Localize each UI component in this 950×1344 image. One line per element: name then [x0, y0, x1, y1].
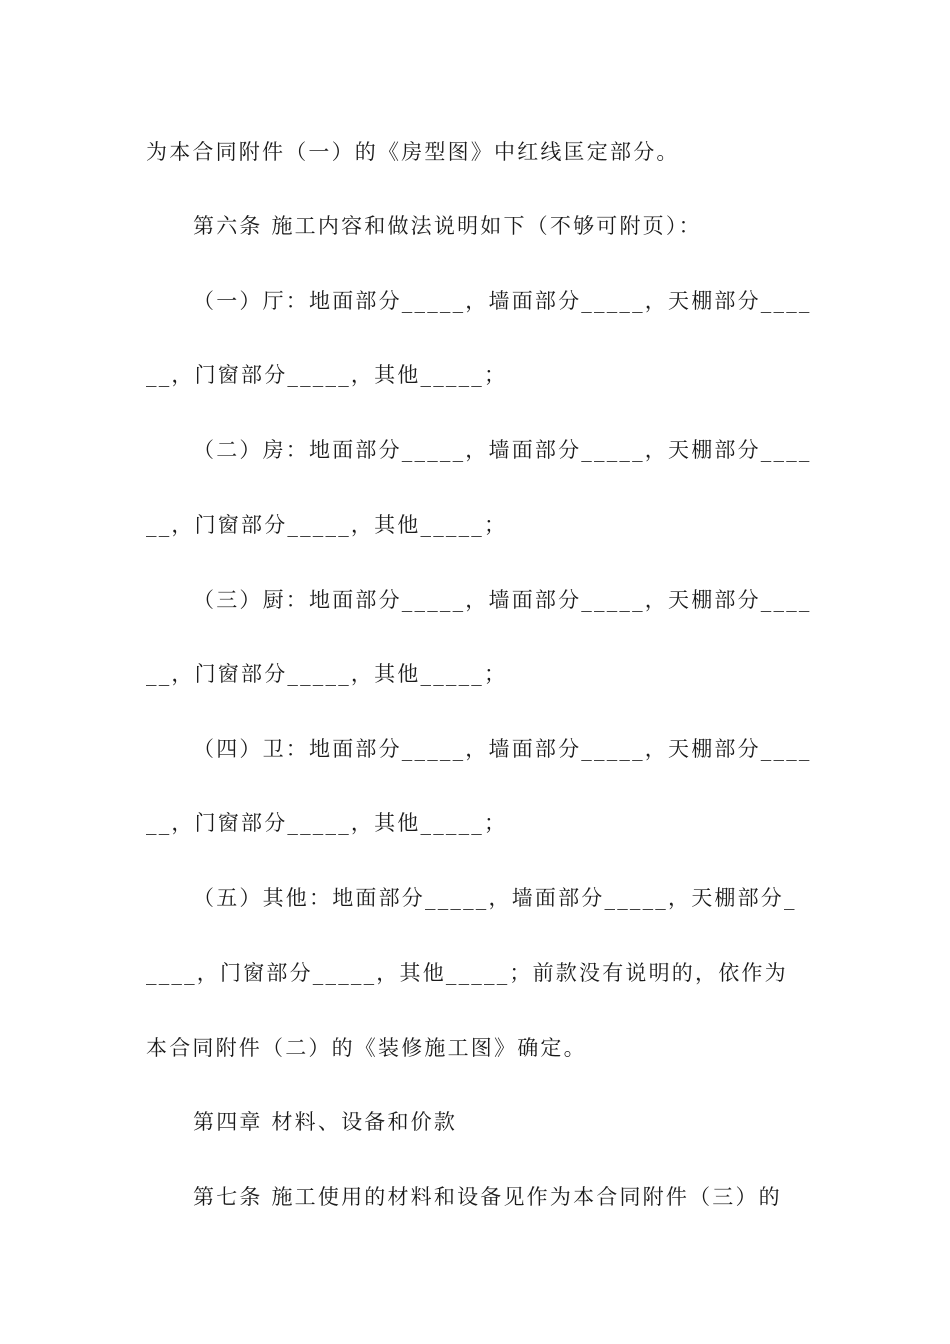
item-room-continuation: __，门窗部分_____，其他_____；: [146, 513, 508, 537]
article-6-heading: 第六条 施工内容和做法说明如下（不够可附页）：: [193, 214, 702, 238]
item-bathroom-continuation: __，门窗部分_____，其他_____；: [146, 811, 508, 835]
item-other-continuation: ____，门窗部分_____，其他_____；前款没有说明的，依作为: [146, 961, 788, 985]
item-bathroom-line: （四）卫：地面部分_____，墙面部分_____，天棚部分____: [193, 737, 812, 761]
item-hall-line: （一）厅：地面部分_____，墙面部分_____，天棚部分____: [193, 289, 812, 313]
item-other-line: （五）其他：地面部分_____，墙面部分_____，天棚部分_: [193, 886, 797, 910]
item-kitchen-line: （三）厨：地面部分_____，墙面部分_____，天棚部分____: [193, 588, 812, 612]
paragraph-line: 本合同附件（二）的《装修施工图》确定。: [146, 1036, 587, 1060]
paragraph-line: 为本合同附件（一）的《房型图》中红线匡定部分。: [146, 140, 680, 164]
item-hall-continuation: __，门窗部分_____，其他_____；: [146, 363, 508, 387]
article-7-line: 第七条 施工使用的材料和设备见作为本合同附件（三）的: [193, 1185, 782, 1209]
item-kitchen-continuation: __，门窗部分_____，其他_____；: [146, 662, 508, 686]
item-room-line: （二）房：地面部分_____，墙面部分_____，天棚部分____: [193, 438, 812, 462]
chapter-4-heading: 第四章 材料、设备和价款: [193, 1110, 458, 1134]
